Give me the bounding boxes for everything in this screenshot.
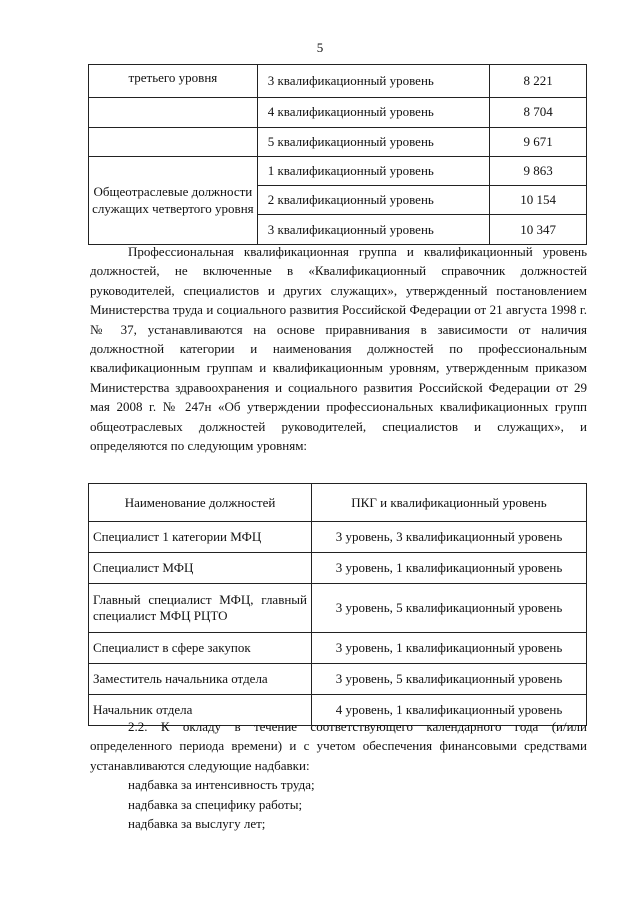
group-cell: Общеотраслевые должности служащих четвертого уровня: [89, 156, 258, 244]
column-header: Наименование должностей: [89, 484, 312, 522]
list-item: надбавка за интенсивность труда;: [128, 777, 315, 792]
body-paragraph: [90, 717, 587, 775]
table-header-row: [89, 484, 587, 522]
value-cell: 8 221: [490, 65, 587, 98]
level-cell: 4 уровень, 1 квалификационный уровень: [312, 695, 587, 726]
salary-table-top: [88, 64, 587, 245]
group-cell: третьего уровня: [89, 65, 258, 98]
table-row: [89, 98, 587, 127]
position-cell: Заместитель начальника отдела: [89, 664, 312, 695]
position-cell: Специалист 1 категории МФЦ: [89, 522, 312, 553]
level-cell: 3 уровень, 5 квалификационный уровень: [312, 664, 587, 695]
level-cell: 3 квалификационный уровень: [257, 215, 490, 244]
level-cell: 3 уровень, 3 квалификационный уровень: [312, 522, 587, 553]
value-cell: 9 671: [490, 127, 587, 156]
page-number: 5: [316, 40, 324, 55]
level-cell: 3 уровень, 5 квалификационный уровень: [312, 584, 587, 633]
level-cell: 3 уровень, 1 квалификационный уровень: [312, 553, 587, 584]
column-header: ПКГ и квалификационный уровень: [312, 484, 587, 522]
level-cell: 1 квалификационный уровень: [257, 156, 490, 185]
table-row: [89, 584, 587, 633]
table-row: [89, 664, 587, 695]
table-row: [89, 156, 587, 185]
value-cell: 8 704: [490, 98, 587, 127]
body-paragraph: [90, 242, 587, 455]
table-row: [89, 127, 587, 156]
level-cell: 4 квалификационный уровень: [257, 98, 490, 127]
list-item: надбавка за специфику работы;: [128, 797, 303, 812]
position-cell: Специалист в сфере закупок: [89, 633, 312, 664]
table-row: [89, 553, 587, 584]
table-row: [89, 633, 587, 664]
paragraph-text: Профессиональная квалификационная группа и квалификационный уровень должностей, не включенные в «Квалификационный справочник должностей руководителей, специалистов и других служащих», утвержденный постановлением Министерства труда и социального развития Российской Федерации от 21 августа 1998 г. № 37, устанавливаются на основе приравнивания в зависимости от наличия должностной категории и наименования должностей по профессиональным квалификационным группам и квалификационным уровням, утвержденным приказом Министерства здравоохранения и социального развития Российской Федерации от 29 мая 2008 г. № 247н «Об утверждении профессиональных квалификационных групп общеотраслевых должностей руководителей, специалистов и служащих», и определяются по следующим уровням:: [90, 244, 587, 454]
level-cell: 3 уровень, 1 квалификационный уровень: [312, 633, 587, 664]
position-cell: Начальник отдела: [89, 695, 312, 726]
group-cell-empty: [89, 127, 258, 156]
value-cell: 9 863: [490, 156, 587, 185]
group-cell-empty: [89, 98, 258, 127]
level-cell: 3 квалификационный уровень: [257, 65, 490, 98]
value-cell: 10 154: [490, 186, 587, 215]
value-cell: 10 347: [490, 215, 587, 244]
positions-table: [88, 483, 587, 726]
list-item: надбавка за выслугу лет;: [128, 816, 266, 831]
table-row: [89, 65, 587, 98]
position-cell: Специалист МФЦ: [89, 553, 312, 584]
level-cell: 5 квалификационный уровень: [257, 127, 490, 156]
level-cell: 2 квалификационный уровень: [257, 186, 490, 215]
position-cell: Главный специалист МФЦ, главный специалист МФЦ РЦТО: [89, 584, 312, 633]
paragraph-text: 2.2. К окладу в течение соответствующего календарного года (и/или определенного периода времени) и с учетом обеспечения финансовыми средствами устанавливаются следующие надбавки:: [90, 719, 587, 773]
table-row: [89, 522, 587, 553]
